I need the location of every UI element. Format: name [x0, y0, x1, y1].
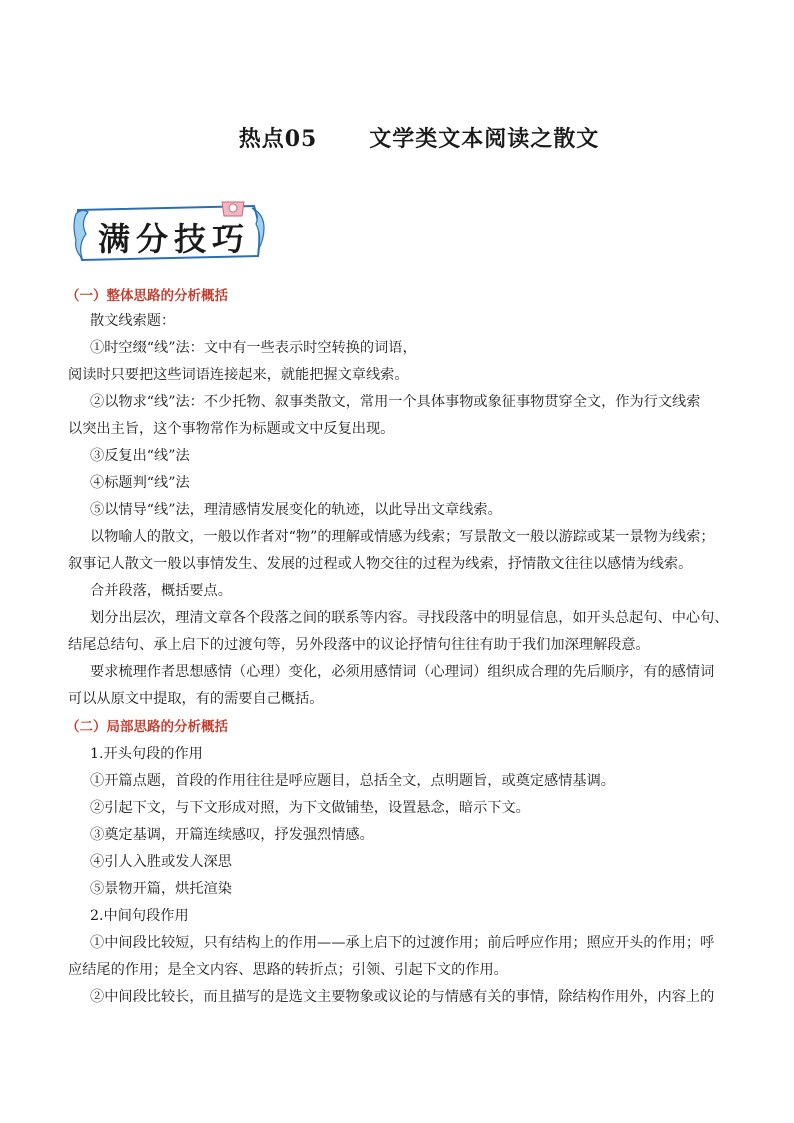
paragraph-line: 散文线索题： — [90, 313, 176, 329]
paragraph-line: ④引人入胜或发人深思 — [90, 854, 232, 870]
paragraph-line: 以物喻人的散文，一般以作者对“物”的理解或情感为线索；写景散文一般以游踪或某一景物为线索； — [90, 529, 715, 545]
paragraph-line: 结尾总结句、承上启下的过渡句等，另外段落中的议论抒情句往往有助于我们加深理解段意。 — [68, 637, 650, 653]
paragraph-line: 应结尾的作用；是全文内容、思路的转折点；引领、引起下文的作用。 — [68, 962, 508, 978]
paragraph-line: ④标题判“线”法 — [90, 475, 190, 491]
paragraph-line: ⑤以情导“线”法，理清感情发展变化的轨迹，以此导出文章线索。 — [90, 502, 502, 518]
paragraph-line: ①时空缀“线”法：文中有一些表示时空转换的词语， — [90, 340, 417, 356]
paragraph-line: 合并段落，概括要点。 — [90, 583, 232, 599]
paragraph-line: ②引起下文，与下文形成对照，为下文做铺垫，设置悬念，暗示下文。 — [90, 800, 530, 816]
paragraph-line: 阅读时只要把这些词语连接起来，就能把握文章线索。 — [68, 367, 409, 383]
paragraph-line: ①开篇点题，首段的作用往往是呼应题目，总括全文，点明题旨，或奠定感情基调。 — [90, 773, 615, 789]
paragraph-line: 要求梳理作者思想感情（心理）变化，必须用感情词（心理词）组织成合理的先后顺序，有的感情词 — [90, 664, 715, 680]
paragraph-line: 1.开头句段的作用 — [90, 746, 203, 762]
paragraph-line: ③奠定基调，开篇连续感叹，抒发强烈情感。 — [90, 827, 374, 843]
paragraph-line: 2.中间句段作用 — [90, 908, 189, 924]
paragraph-line: 叙事记人散文一般以事情发生、发展的过程或人物交往的过程为线索，抒情散文往往以感情为线索。 — [68, 556, 693, 572]
section-heading-1: （一）整体思路的分析概括 — [66, 288, 228, 304]
banner-label: 满分技巧 — [98, 220, 251, 258]
paragraph-line: 以突出主旨，这个事物常作为标题或文中反复出现。 — [68, 421, 395, 437]
document-title: 热点05 文学类文本阅读之散文 — [238, 126, 600, 152]
paragraph-line: ②以物求“线”法：不少托物、叙事类散文，常用一个具体事物或象征事物贯穿全文，作为行文线索 — [90, 394, 701, 410]
paragraph-line: 划分出层次，理清文章各个段落之间的联系等内容。寻找段落中的明显信息，如开头总起句、中心句、 — [90, 610, 729, 626]
paragraph-line: ②中间段比较长，而且描写的是选文主要物象或议论的与情感有关的事情，除结构作用外，内容上的 — [90, 989, 715, 1005]
section-heading-2: （二）局部思路的分析概括 — [66, 719, 228, 735]
paragraph-line: 可以从原文中提取，有的需要自己概括。 — [68, 691, 324, 707]
paragraph-line: ③反复出“线”法 — [90, 448, 190, 464]
paragraph-line: ①中间段比较短，只有结构上的作用——承上启下的过渡作用；前后呼应作用；照应开头的作用；呼 — [90, 935, 715, 951]
paragraph-line: ⑤景物开篇，烘托渲染 — [90, 881, 232, 897]
